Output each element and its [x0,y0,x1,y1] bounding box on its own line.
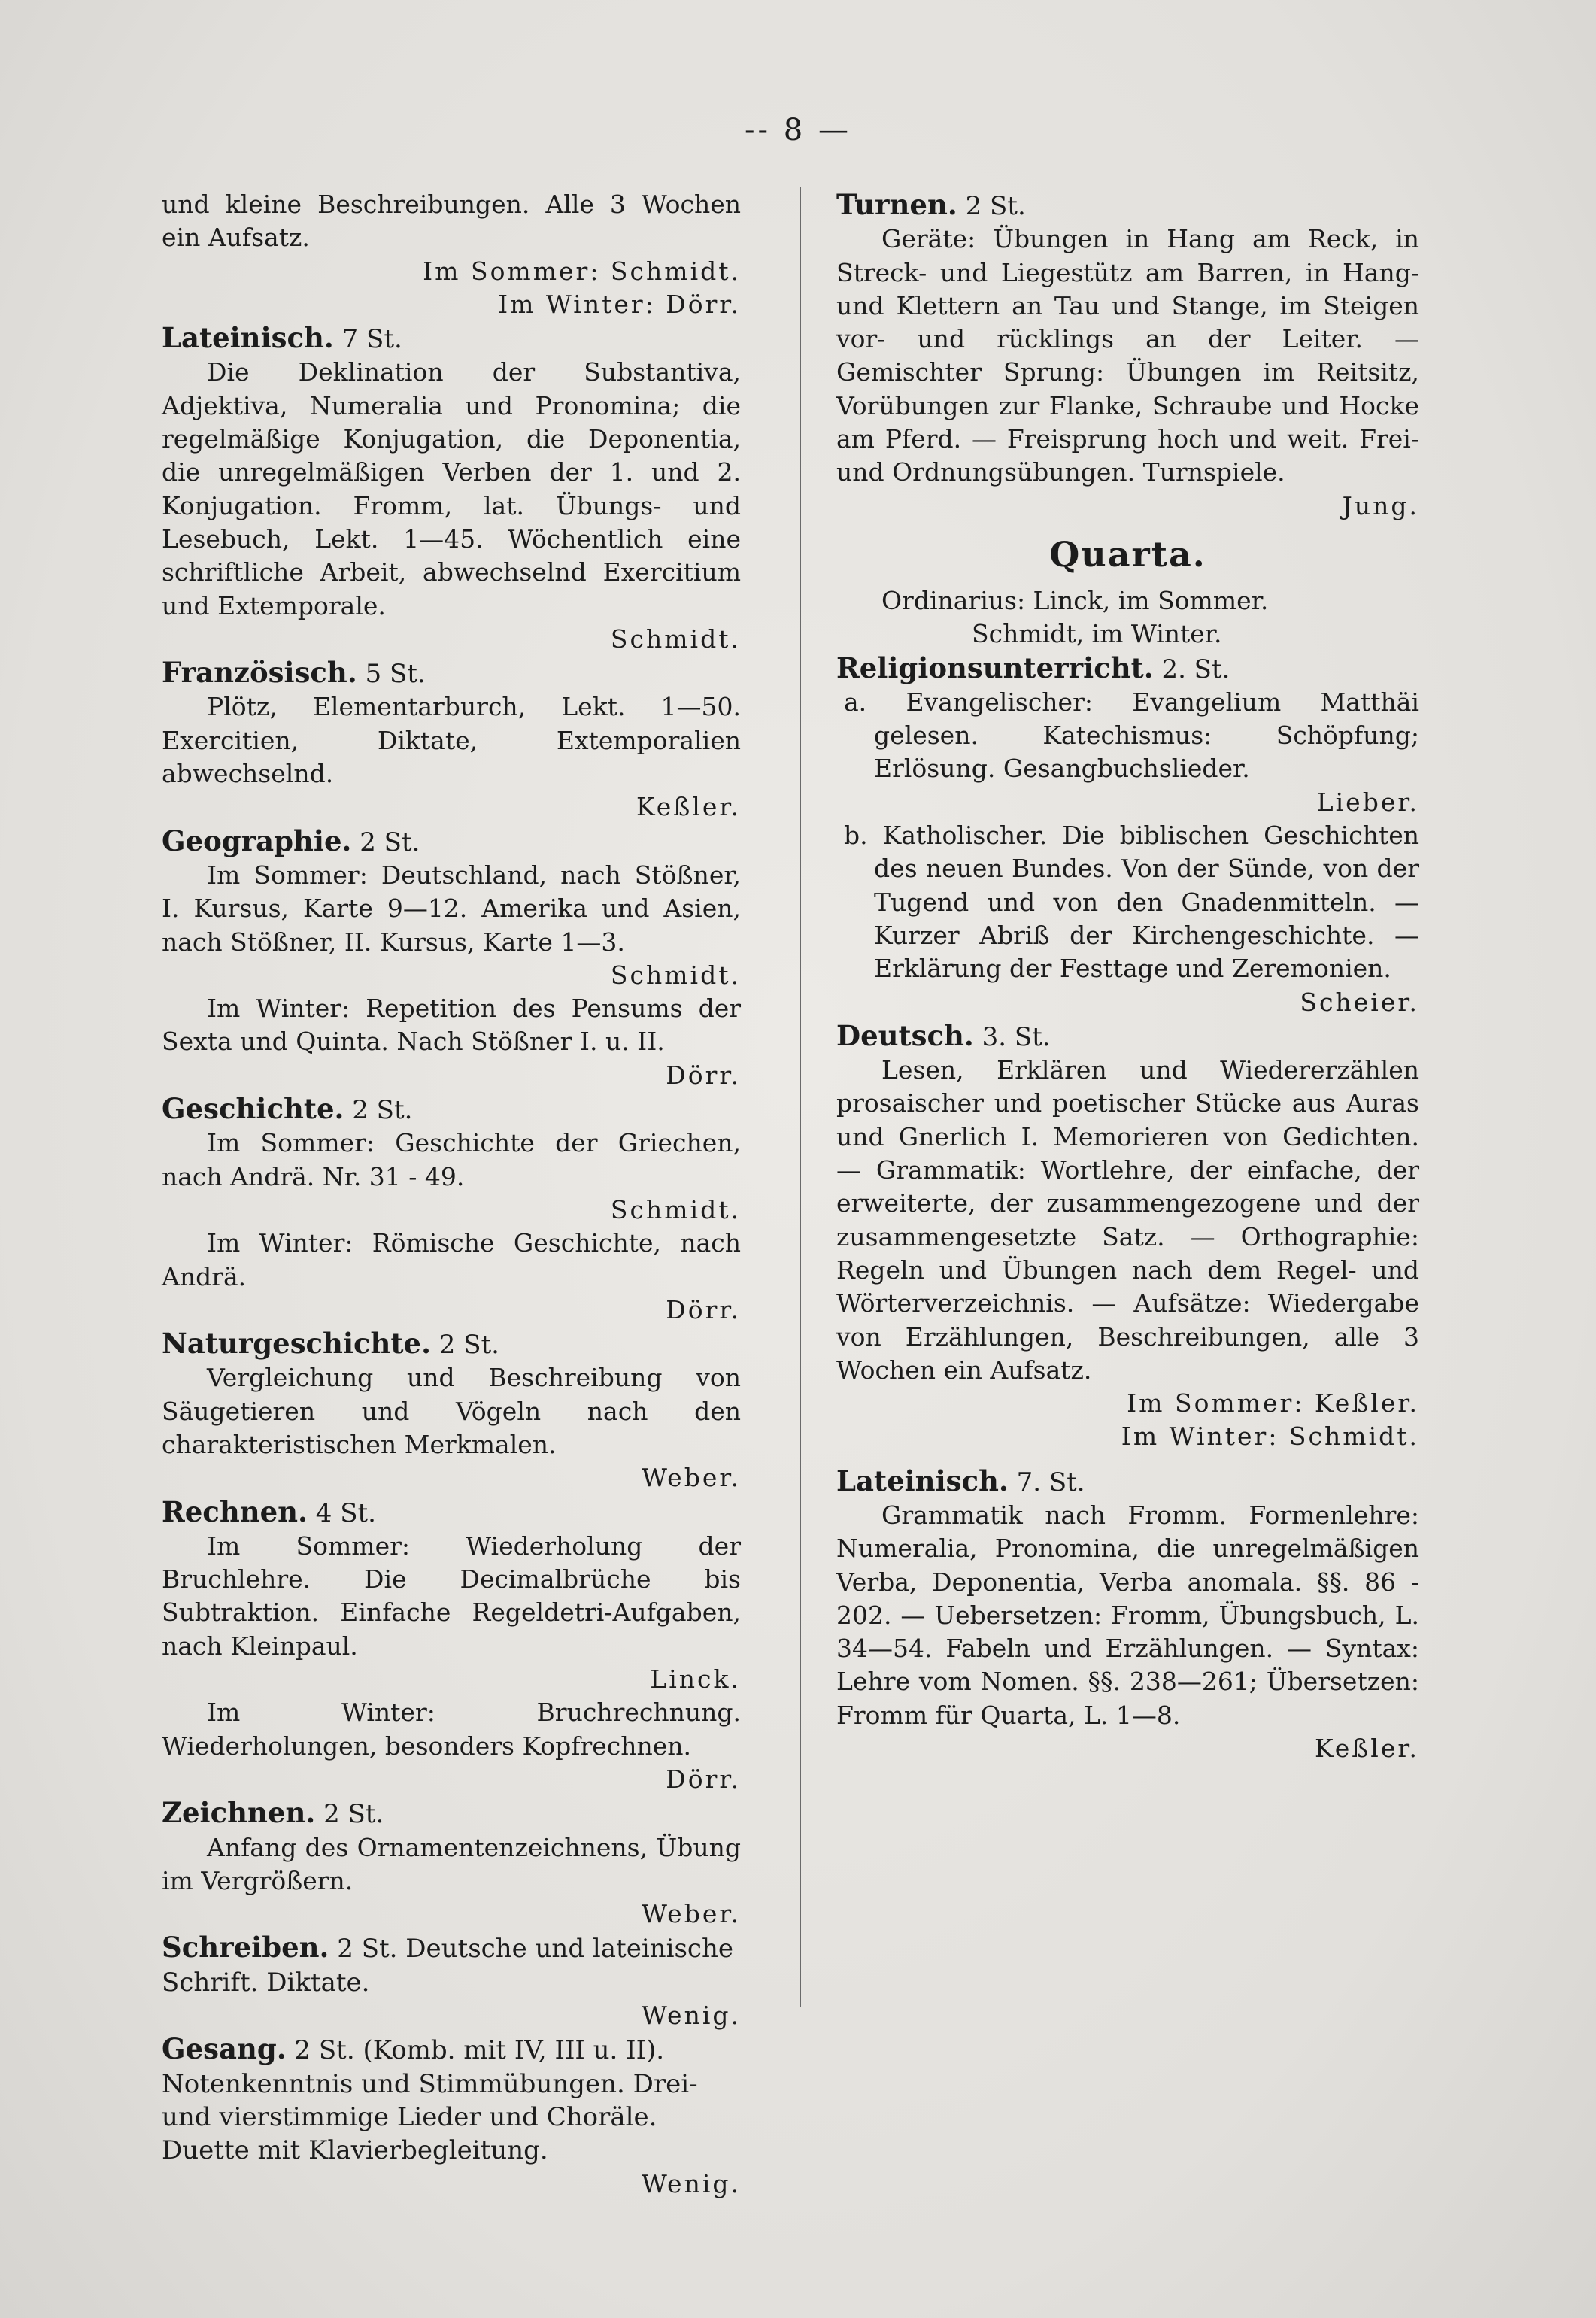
section-naturgeschichte [162,1327,741,1361]
section-text: Im Winter: Repetition des Pensums der Sexta und Quinta. Nach Stößner I. u. II. [162,994,741,1057]
section-text: Grammatik nach Fromm. Formenlehre: Numeralia, Pronomina, die unregelmäßigen Verba, Deponentia, Verba anomala. §§. 86 - 202. — Uebersetzen: Fromm, Übungsbuch, L. 34—54. Fabeln und Erzählungen. — Syntax: Lehre vom Nomen. §§. 238—261; Übersetzen: Fromm für Quarta, L. 1—8. [836,1500,1419,1730]
section-hours: 3. St. [982,1021,1051,1052]
religion-evangelisch: a. Evangelischer: Evangelium Matthäi gelesen. Katechismus: Schöpfung; Erlösung. Gesangbuchslieder. [844,687,1419,784]
religion-katholisch: b. Katholischer. Die biblischen Geschichten des neuen Bundes. Von der Sünde, von der Tugend und von den Gnadenmitteln. — Kurzer Abriß der Kirchengeschichte. — Erklärung der Festtage und Zeremonien. [844,821,1419,984]
section-rechnen [162,1495,741,1530]
section-gesang [162,2032,741,2167]
section-text: Im Winter: Römische Geschichte, nach Andrä. [162,1228,741,1291]
teacher-signature: Wenig. [641,2168,741,2198]
section-zeichnen [162,1796,741,1831]
section-hours: 7 St. [341,324,402,355]
section-title: Religionsunterricht. [836,651,1154,684]
teacher-signature: Dörr. [666,1294,741,1324]
section-text: Im Winter: Bruchrechnung. Wiederholungen, besonders Kopfrechnen. [162,1698,741,1761]
intro-text: und kleine Beschreibungen. Alle 3 Wochen ein Aufsatz. [162,190,741,253]
column-divider [800,187,801,2007]
teacher-signature: Lieber. [1316,787,1419,817]
teacher-signature: Dörr. [666,1060,741,1090]
teacher-signature: Im Winter: Schmidt. [1121,1421,1419,1452]
teacher-signature: Schmidt. [610,623,741,654]
section-deutsch [836,1019,1419,1054]
section-franzoesisch [162,656,741,690]
section-latein [162,321,741,356]
section-title: Turnen. [836,188,957,221]
section-hours: 4 St. [315,1497,376,1528]
section-text: Vergleichung und Beschreibung von Säugetieren und Vögeln nach den charakteristischen Merkmalen. [162,1363,741,1459]
section-hours: 5 St. [365,659,426,690]
section-title: Naturgeschichte. [162,1327,431,1361]
section-hours: 7. St. [1016,1467,1085,1497]
page-number: -- 8 — [745,113,851,147]
teacher-signature: Scheier. [1300,987,1419,1017]
section-hours: 2 St. [323,1799,384,1830]
teacher-signature: Dörr. [666,1764,741,1794]
section-geschichte [162,1092,741,1127]
right-column [836,188,1419,1765]
intro-signature-summer: Im Sommer: Schmidt. [423,256,741,286]
section-title: Lateinisch. [162,321,334,355]
teacher-signature: Wenig. [641,2001,741,2031]
section-latein-quarta [836,1464,1419,1499]
intro-signature-winter: Im Winter: Dörr. [498,289,741,319]
section-religion [836,651,1419,686]
section-title: Deutsch. [836,1018,974,1052]
section-hours: 2 St. [360,827,420,857]
section-text: Plötz, Elementarburch, Lekt. 1—50. Exercitien, Diktate, Extemporalien abwechselnd. [162,692,741,789]
section-geographie [162,824,741,859]
section-hours: 2. St. [1161,654,1230,684]
teacher-signature: Keßler. [636,792,741,822]
teacher-signature: Linck. [650,1664,741,1695]
section-title: Gesang. [162,2032,287,2066]
teacher-signature: Im Sommer: Keßler. [1127,1388,1419,1418]
teacher-signature: Weber. [641,1463,741,1493]
section-hours: 2 St. [965,191,1026,221]
section-title: Geographie. [162,824,352,857]
teacher-signature: Jung. [1342,490,1419,520]
teacher-signature: Keßler. [1314,1734,1419,1764]
section-title: Geschichte. [162,1092,344,1126]
section-text: Im Sommer: Deutschland, nach Stößner, I. Kursus, Karte 9—12. Amerika und Asien, nach Stößner, II. Kursus, Karte 1—3. [162,860,741,957]
section-text: Anfang des Ornamentenzeichnens, Übung im Vergrößern. [162,1832,741,1895]
section-title: Zeichnen. [162,1796,316,1830]
class-heading-quarta: Quarta. [1049,533,1206,575]
ordinarius-winter: Schmidt, im Winter. [972,619,1222,649]
section-hours: 2 St. [352,1095,413,1126]
section-text: Deutsche und lateinische Schrift. Diktate. [162,1934,733,1998]
section-turnen [836,188,1419,223]
section-title: Französisch. [162,656,357,690]
left-column [162,188,741,2201]
section-title: Rechnen. [162,1494,308,1528]
section-hours: 2 St. [438,1330,499,1361]
section-title: Lateinisch. [836,1464,1009,1497]
teacher-signature: Schmidt. [610,960,741,990]
section-text: Die Deklination der Substantiva, Adjektiva, Numeralia und Pronomina; die regelmäßige Konjugation, die Deponentia, die unregelmäßigen Verben der 1. und 2. Konjugation. Fromm, lat. Übungs- und Lesebuch, Lekt. 1—45. Wöchentlich eine schriftliche Arbeit, abwechselnd Exercitium und Extemporale. [162,357,741,620]
section-hours: 2 St. [294,2035,355,2066]
section-text: Im Sommer: Wiederholung der Bruchlehre. Die Decimalbrüche bis Subtraktion. Einfache Regeldetri-Aufgaben, nach Kleinpaul. [162,1531,741,1661]
section-schreiben [162,1931,741,1999]
ordinarius-summer: Ordinarius: Linck, im Sommer. [881,585,1269,615]
section-text: Im Sommer: Geschichte der Griechen, nach Andrä. Nr. 31 - 49. [162,1128,741,1191]
section-hours: 2 St. [337,1934,398,1965]
section-text: Geräte: Übungen in Hang am Reck, in Streck- und Liegestütz am Barren, in Hang- und Klettern an Tau und Stange, im Steigen vor- und rücklings an der Leiter. — Gemischter Sprung: Übungen im Reitsitz, Vorübungen zur Flanke, Schraube und Hocke am Pferd. — Freisprung hoch und weit. Frei- und Ordnungsübungen. Turnspiele. [836,224,1419,487]
section-text: Lesen, Erklären und Wiedererzählen prosaischer und poetischer Stücke aus Auras und Gnerlich I. Memorieren von Gedichten. — Grammatik: Wortlehre, der einfache, der erweiterte, der zusammengezogene und der zusammengesetzte Satz. — Orthographie: Regeln und Übungen nach dem Regel- und Wörterverzeichnis. — Aufsätze: Wiedergabe von Erzählungen, Beschreibungen, alle 3 Wochen ein Aufsatz. [836,1055,1419,1385]
section-text: (Komb. mit IV, III u. II). Notenkenntnis und Stimmübungen. Drei- und vierstimmige Lieder und Choräle. Duette mit Klavierbegleitung. [162,2035,698,2166]
section-title: Schreiben. [162,1931,329,1965]
teacher-signature: Weber. [641,1899,741,1929]
teacher-signature: Schmidt. [610,1194,741,1224]
